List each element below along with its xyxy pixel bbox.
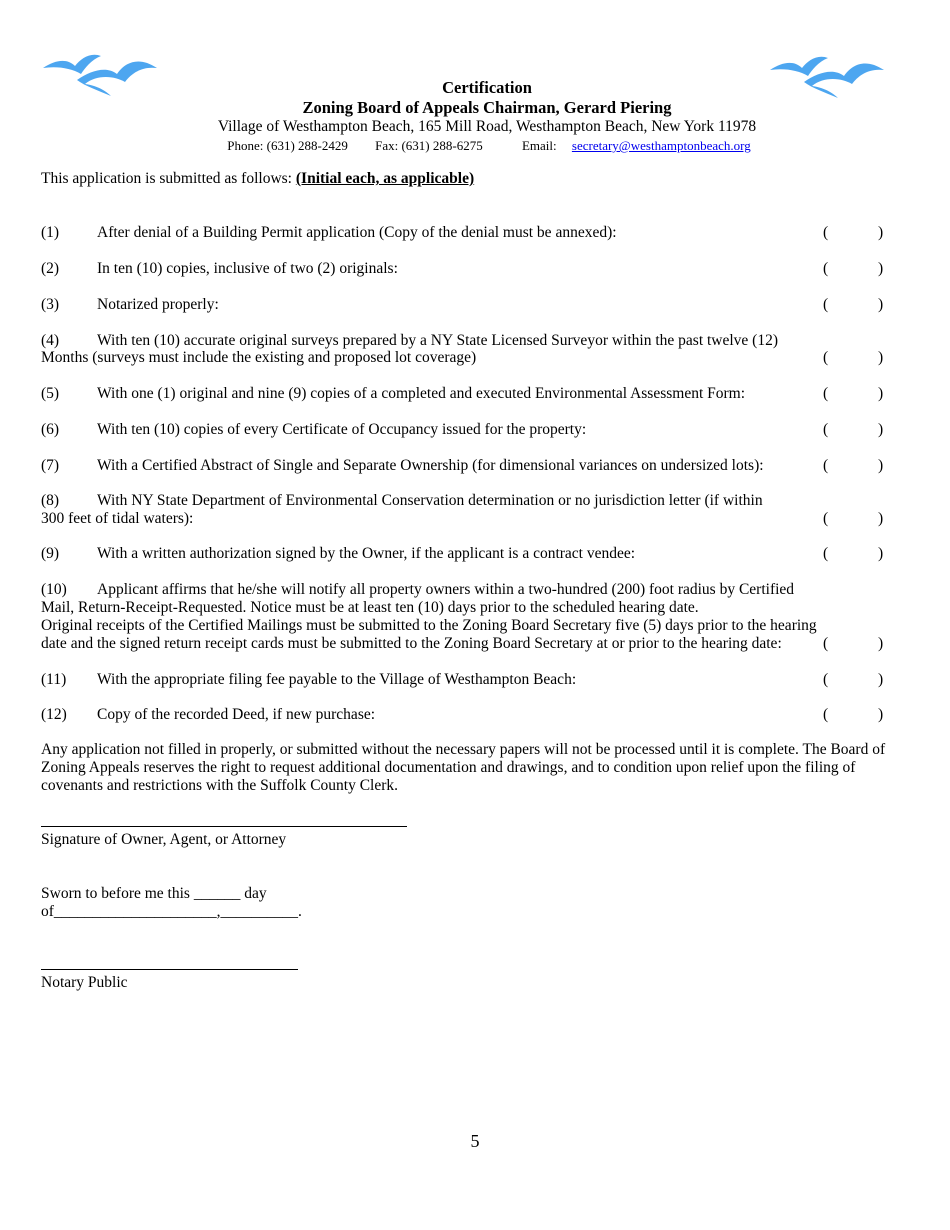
- intro-text: This application is submitted as follows:: [41, 170, 292, 187]
- initial-box-open[interactable]: (: [823, 635, 829, 652]
- item-number: (9): [41, 545, 60, 562]
- initial-box-close[interactable]: ): [878, 635, 884, 652]
- item-text: Copy of the recorded Deed, if new purchase:: [97, 706, 376, 723]
- contact-line: [14, 137, 950, 155]
- item-number: (2): [41, 260, 60, 277]
- initial-box-open[interactable]: (: [823, 457, 829, 474]
- initial-box-close[interactable]: ): [878, 349, 884, 366]
- item-text-continued: Months (surveys must include the existing and proposed lot coverage): [41, 349, 477, 366]
- initial-box-close[interactable]: ): [878, 510, 884, 527]
- email-label: Email:: [521, 138, 557, 153]
- initial-box-open[interactable]: (: [823, 545, 829, 562]
- email-group: [510, 138, 751, 153]
- item-text-continued: date and the signed return receipt cards must be submitted to the Zoning Board Secretary at or prior to the hearing date:: [41, 635, 782, 652]
- initial-box-close[interactable]: ): [878, 260, 884, 277]
- item-number: (11): [41, 671, 67, 688]
- item-text: Notarized properly:: [97, 296, 219, 313]
- initial-box-open[interactable]: (: [823, 706, 829, 723]
- email-link[interactable]: secretary@westhamptonbeach.org: [571, 138, 751, 153]
- item-text: With ten (10) accurate original surveys prepared by a NY State Licensed Surveyor within the past twelve (12): [97, 332, 779, 349]
- initial-box-open[interactable]: (: [823, 385, 829, 402]
- item-text: With one (1) original and nine (9) copies of a completed and executed Environmental Assessment Form:: [97, 385, 746, 402]
- sworn-line-1: Sworn to before me this ______ day: [41, 885, 267, 902]
- item-text-continued: Mail, Return-Receipt-Requested. Notice must be at least ten (10) days prior to the scheduled hearing date.: [41, 599, 699, 616]
- item-text: With ten (10) copies of every Certificate of Occupancy issued for the property:: [97, 421, 587, 438]
- village-address: Village of Westhampton Beach, 165 Mill Road, Westhampton Beach, New York 11978: [217, 118, 757, 135]
- item-text: After denial of a Building Permit application (Copy of the denial must be annexed):: [97, 224, 617, 241]
- item-text: With a written authorization signed by the Owner, if the applicant is a contract vendee:: [97, 545, 636, 562]
- initial-box-close[interactable]: ): [878, 224, 884, 241]
- item-number: (3): [41, 296, 60, 313]
- item-text: With NY State Department of Environmental Conservation determination or no jurisdiction letter (if within: [97, 492, 763, 509]
- signature-line[interactable]: [41, 826, 407, 827]
- item-text-continued: Original receipts of the Certified Mailings must be submitted to the Zoning Board Secretary five (5) days prior to the hearing: [41, 617, 817, 634]
- initial-box-close[interactable]: ): [878, 545, 884, 562]
- initial-box-open[interactable]: (: [823, 421, 829, 438]
- initial-box-open[interactable]: (: [823, 510, 829, 527]
- initial-box-close[interactable]: ): [878, 296, 884, 313]
- initial-box-open[interactable]: (: [823, 296, 829, 313]
- item-number: (6): [41, 421, 60, 438]
- initial-box-open[interactable]: (: [823, 671, 829, 688]
- initial-box-open[interactable]: (: [823, 260, 829, 277]
- item-text-continued: 300 feet of tidal waters):: [41, 510, 194, 527]
- initial-box-open[interactable]: (: [823, 224, 829, 241]
- closing-paragraph: Any application not filled in properly, or submitted without the necessary papers will not be processed until it is complete. The Board of Zoning Appeals reserves the right to request additional documentation and drawings, and to condition upon relief upon the filing of covenants and restrictions with the Suffolk County Clerk.: [41, 741, 886, 794]
- sworn-line-2: of_____________________,__________.: [41, 903, 302, 920]
- page-number: 5: [470, 1131, 480, 1151]
- item-text: With the appropriate filing fee payable to the Village of Westhampton Beach:: [97, 671, 577, 688]
- phone-text: Phone: (631) 288-2429: [227, 138, 348, 153]
- intro-line: [41, 170, 474, 188]
- item-number: (1): [41, 224, 60, 241]
- item-number: (12): [41, 706, 67, 723]
- item-number: (5): [41, 385, 60, 402]
- notary-signature-line[interactable]: [41, 969, 298, 970]
- item-number: (8): [41, 492, 60, 509]
- item-text: In ten (10) copies, inclusive of two (2) originals:: [97, 260, 398, 277]
- item-text: With a Certified Abstract of Single and Separate Ownership (for dimensional variances on undersized lots):: [97, 457, 764, 474]
- initial-box-open[interactable]: (: [823, 349, 829, 366]
- item-number: (7): [41, 457, 60, 474]
- notary-label: Notary Public: [41, 974, 128, 991]
- fax-text: Fax: (631) 288-6275: [375, 138, 483, 153]
- initial-box-close[interactable]: ): [878, 457, 884, 474]
- item-number: (4): [41, 332, 60, 349]
- item-number: (10): [41, 581, 67, 598]
- initial-box-close[interactable]: ): [878, 671, 884, 688]
- initial-box-close[interactable]: ): [878, 421, 884, 438]
- initial-box-close[interactable]: ): [878, 706, 884, 723]
- page-subtitle: Zoning Board of Appeals Chairman, Gerard Piering: [302, 98, 672, 117]
- intro-emphasis: (Initial each, as applicable): [295, 170, 475, 187]
- signature-label: Signature of Owner, Agent, or Attorney: [41, 831, 287, 848]
- initial-box-close[interactable]: ): [878, 385, 884, 402]
- page-title: Certification: [442, 78, 532, 97]
- item-text: Applicant affirms that he/she will notify all property owners within a two-hundred (200) foot radius by Certified: [97, 581, 795, 598]
